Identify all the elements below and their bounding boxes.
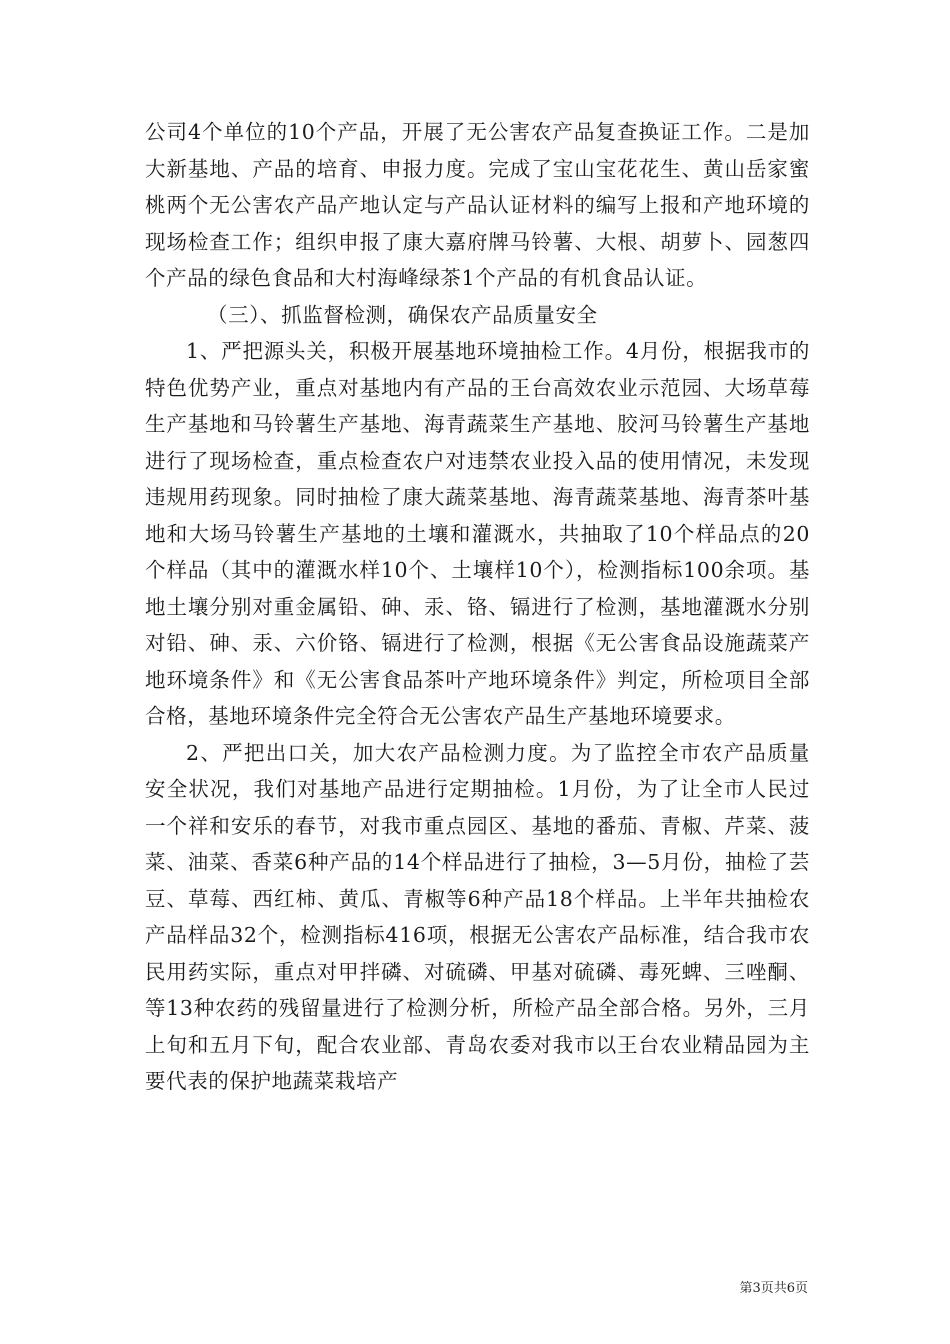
document-body: [145, 114, 810, 1100]
paragraph-export-inspection: 2、严把出口关，加大农产品检测力度。为了监控全市农产品质量安全状况，我们对基地产品进行定期抽检。1月份，为了让全市人民过一个祥和安乐的春节，对我市重点园区、基地的番茄、青椒、芹菜、菠菜、油菜、香菜6种产品的14个样品进行了抽检，3—5月份，抽检了芸豆、草莓、西红柿、黄瓜、青椒等6种产品18个样品。上半年共抽检农产品样品32个，检测指标416项，根据无公害农产品标准，结合我市农民用药实际，重点对甲拌磷、对硫磷、甲基对硫磷、毒死蜱、三唑酮、等13种农药的残留量进行了检测分析，所检产品全部合格。另外，三月上旬和五月下旬，配合农业部、青岛农委对我市以王台农业精品园为主要代表的保护地蔬菜栽培产: [145, 740, 810, 1093]
page-number-footer: 第3页共6页: [739, 1281, 808, 1296]
section-heading: （三）、抓监督检测，确保农产品质量安全: [207, 302, 598, 327]
paragraph-source-inspection: 1、严把源头关，积极开展基地环境抽检工作。4月份，根据我市的特色优势产业，重点对基地内有产品的王台高效农业示范园、大场草莓生产基地和马铃薯生产基地、海青蔬菜生产基地、胶河马铃薯生产基地进行了现场检查，重点检查农户对违禁农业投入品的使用情况，未发现违规用药现象。同时抽检了康大蔬菜基地、海青蔬菜基地、海青茶叶基地和大场马铃薯生产基地的土壤和灌溉水，共抽取了10个样品点的20个样品（其中的灌溉水样10个、土壤样10个），检测指标100余项。基地土壤分别对重金属铅、砷、汞、铬、镉进行了检测，基地灌溉水分别对铅、砷、汞、六价铬、镉进行了检测，根据《无公害食品设施蔬菜产地环境条件》和《无公害食品茶叶产地环境条件》判定，所检项目全部合格，基地环境条件完全符合无公害农产品生产基地环境要求。: [145, 339, 810, 728]
paragraph-continuation: 公司4个单位的10个产品，开展了无公害农产品复查换证工作。二是加大新基地、产品的培育、申报力度。完成了宝山宝花花生、黄山岳家蜜桃两个无公害农产品产地认定与产品认证材料的编写上报和产地环境的现场检查工作；组织申报了康大嘉府牌马铃薯、大根、胡萝卜、园葱四个产品的绿色食品和大村海峰绿茶1个产品的有机食品认证。: [145, 120, 810, 290]
